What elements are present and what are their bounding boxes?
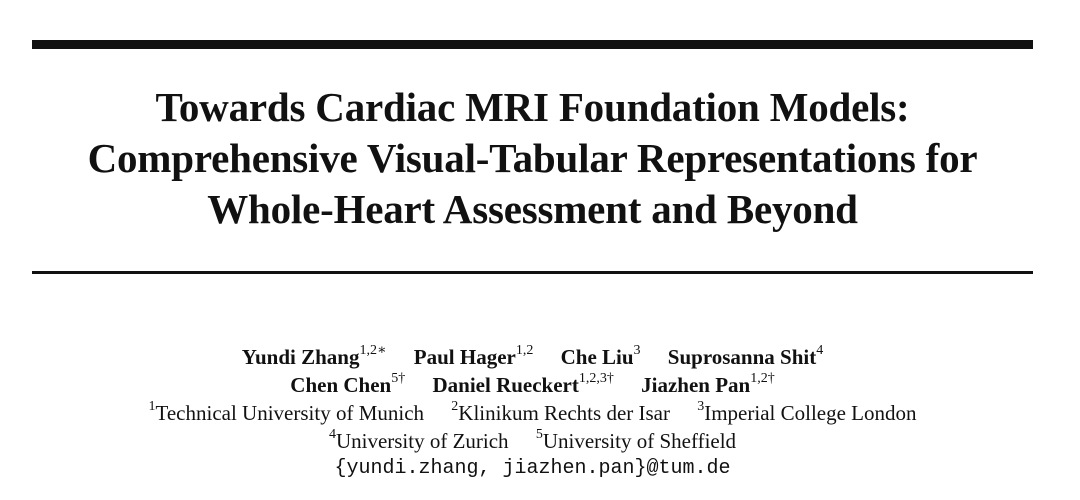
author-yundi-zhang: Yundi Zhang$^{1,2∗}$	[241, 343, 387, 369]
author-daniel-rueckert: Daniel Rueckert$^{1,2,3\dagger}$	[432, 371, 614, 397]
affiliation-3: $^3$Imperial College London	[697, 399, 917, 425]
top-rule	[32, 40, 1033, 49]
author-marks: 1,2∗	[359, 343, 387, 358]
author-row-1	[32, 343, 1033, 371]
author-marks: 1,2,3†	[578, 371, 614, 386]
contact-email[interactable]: {yundi.zhang, jiazhen.pan}@tum.de	[334, 457, 731, 480]
paper-title	[32, 82, 1033, 235]
author-marks: 4	[816, 343, 824, 358]
affiliation-row-2	[32, 427, 1033, 455]
affiliation-1: $^1$Technical University of Munich	[148, 399, 425, 425]
author-marks: 1,2	[515, 343, 534, 358]
author-che-liu: Che Liu$^3$	[560, 343, 641, 369]
author-chen-chen: Chen Chen$^{5\dagger}$	[290, 371, 406, 397]
affiliation-row-1	[32, 399, 1033, 427]
author-marks: 5†	[391, 371, 406, 386]
title-line-2: Comprehensive Visual-Tabular Representations for	[87, 135, 978, 181]
bottom-rule	[32, 271, 1033, 274]
affiliation-4: $^4$University of Zurich	[328, 427, 509, 453]
title-line-3: Whole-Heart Assessment and Beyond	[207, 186, 858, 232]
author-marks: 3	[633, 343, 641, 358]
author-jiazhen-pan: Jiazhen Pan$^{1,2\dagger}$	[641, 371, 775, 397]
affiliation-2: $^2$Klinikum Rechts der Isar	[451, 399, 670, 425]
author-block	[32, 343, 1033, 483]
affiliation-5: $^5$University of Sheffield	[535, 427, 737, 453]
author-paul-hager: Paul Hager$^{1,2}$	[413, 343, 534, 369]
author-marks: 1,2†	[750, 371, 775, 386]
title-line-1: Towards Cardiac MRI Foundation Models:	[155, 84, 910, 130]
author-suprosanna-shit: Suprosanna Shit$^4$	[667, 343, 824, 369]
author-row-2	[32, 371, 1033, 399]
